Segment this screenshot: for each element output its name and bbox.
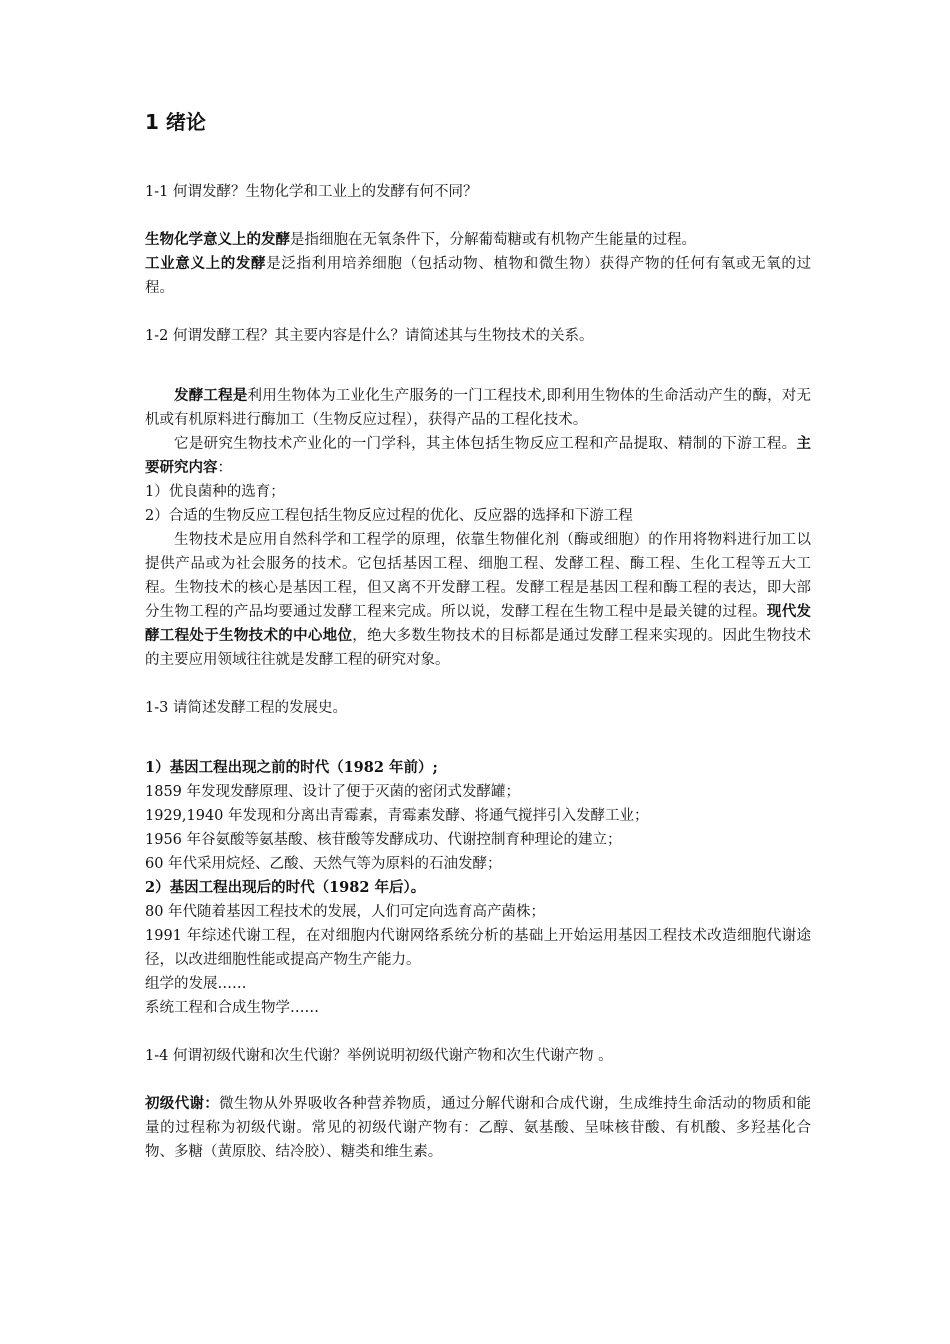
paragraph-text: 利用生物体为工业化生产服务的一门工程技术,即利用生物体的生命活动产生的酶，对无机或有机原料进行酶加工（生物反应过程），获得产品的工程化技术。 [145, 388, 812, 428]
paragraph-biotech-relation [145, 528, 811, 672]
document-page [145, 108, 811, 1164]
definition-text: 是泛指利用培养细胞（包括动物、植物和微生物）获得产物的任何有氧或无氧的过程。 [145, 256, 812, 296]
term-biochem-fermentation: 生物化学意义上的发酵 [145, 231, 290, 248]
history-item: 60 年代采用烷烃、乙酸、天然气等为原料的石油发酵； [145, 856, 502, 872]
list-item-2: 2）合适的生物反应工程包括生物反应过程的优化、反应器的选择和下游工程 [145, 508, 633, 524]
term-central-position: 现代发酵工程处于生物技术的中心地位 [145, 603, 812, 644]
paragraph-fermentation-engineering [145, 384, 811, 432]
history-item: 系统工程和合成生物学…… [145, 1000, 319, 1016]
history-item: 1859 年发现发酵原理、设计了便于灭菌的密闭式发酵罐； [145, 784, 521, 800]
paragraph-text: 生物技术是应用自然科学和工程学的原理，依靠生物催化剂（酶或细胞）的作用将物料进行加工以提供产品或为社会服务的技术。它包括基因工程、细胞工程、发酵工程、酶工程、生化工程等五大工程。生物技术的核心是基因工程，但又离不开发酵工程。发酵工程是基因工程和酶工程的表达，即大部分生物工程的产品均要通过发酵工程来完成。所以说，发酵工程在生物工程中是最关键的过程。 [145, 532, 811, 620]
question-1-1: 1-1 何谓发酵？生物化学和工业上的发酵有何不同？ [145, 184, 478, 200]
paragraph-text: 微生物从外界吸收各种营养物质，通过分解代谢和合成代谢，生成维持生命活动的物质和能量的过程称为初级代谢。常见的初级代谢产物有：乙醇、氨基酸、呈味核苷酸、有机酸、多羟基化合物、多糖（黄原胶、结冷胶）、糖类和维生素。 [145, 1096, 812, 1160]
question-1-4: 1-4 何谓初级代谢和次生代谢？举例说明初级代谢产物和次生代谢产物 。 [145, 1048, 613, 1064]
history-item: 1956 年谷氨酸等氨基酸、核苷酸等发酵成功、代谢控制育种理论的建立； [145, 832, 622, 848]
era-heading-1: 1）基因工程出现之前的时代（1982 年前）; [145, 759, 438, 776]
list-item-1: 1）优良菌种的选育； [145, 484, 285, 500]
history-item: 组学的发展…… [145, 976, 247, 992]
paragraph-text: 它是研究生物技术产业化的一门学科，其主体包括生物反应工程和产品提取、精制的下游工程。 [174, 436, 797, 452]
history-item: 1929,1940 年发现和分离出青霉素，青霉素发酵、将通气搅拌引入发酵工业； [145, 808, 649, 824]
era-heading-2: 2）基因工程出现后的时代（1982 年后）。 [145, 879, 426, 896]
question-1-3: 1-3 请简述发酵工程的发展史。 [145, 700, 347, 716]
paragraph-primary-metabolism [145, 1092, 811, 1164]
question-1-2: 1-2 何谓发酵工程？其主要内容是什么？请简述其与生物技术的关系。 [145, 328, 594, 344]
answer-1-1-industrial [145, 252, 811, 300]
definition-text: 是指细胞在无氧条件下，分解葡萄糖或有机物产生能量的过程。 [290, 232, 696, 248]
term-industrial-fermentation: 工业意义上的发酵 [145, 255, 267, 272]
answer-1-1-biochem [145, 228, 811, 252]
term-main-content: 主要研究内容 [145, 435, 811, 476]
term-primary-metabolism: 初级代谢： [145, 1095, 220, 1112]
paragraph-text: ，绝大多数生物技术的目标都是通过发酵工程来实现的。因此生物技术的主要应用领域往往就是发酵工程的研究对象。 [145, 628, 811, 668]
paragraph-main-content [145, 432, 811, 480]
chapter-title: 1 绪论 [145, 110, 206, 134]
term-fermentation-engineering: 发酵工程是 [174, 387, 248, 404]
history-item: 1991 年综述代谢工程，在对细胞内代谢网络系统分析的基础上开始运用基因工程技术改造细胞代谢途径，以改进细胞性能或提高产物生产能力。 [145, 928, 811, 968]
history-item: 80 年代随着基因工程技术的发展，人们可定向选育高产菌株； [145, 904, 546, 920]
colon: ： [217, 460, 232, 476]
